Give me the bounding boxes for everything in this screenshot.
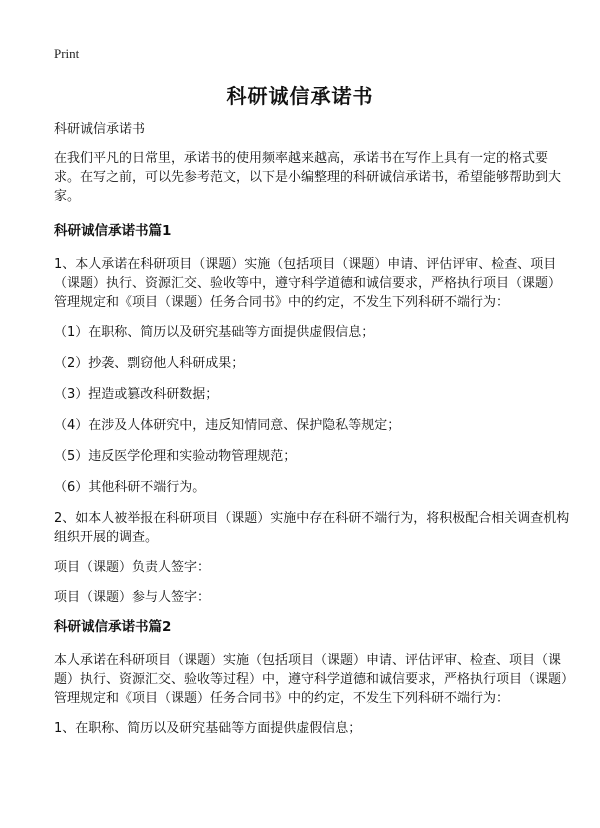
section1-paragraph-1: 1、本人承诺在科研项目（课题）实施（包括项目（课题）申请、评估评审、检查、项目（课题）执行、资源汇交、验收等中，遵守科学道德和诚信要求，严格执行项目（课题）管理规定和《项目（课题）任务合同书》中的约定，不发生下列科研不端行为： (54, 257, 562, 310)
list-item: （6）其他科研不端行为。 (54, 480, 206, 495)
list-item: （2）抄袭、剽窃他人科研成果； (54, 356, 245, 371)
misconduct-list (54, 323, 570, 497)
participant-signature-line: 项目（课题）参与人签字： (54, 590, 211, 605)
section-heading-2: 科研诚信承诺书篇2 (54, 619, 172, 635)
section1-paragraph-2: 2、如本人被举报在科研项目（课题）实施中存在科研不端行为，将积极配合相关调查机构组织开展的调查。 (54, 511, 570, 545)
list-item: （1）在职称、简历以及研究基础等方面提供虚假信息； (54, 325, 375, 340)
intro-paragraph: 在我们平凡的日常里，承诺书的使用频率越来越高，承诺书在写作上具有一定的格式要求。在写之前，可以先参考范文，以下是小编整理的科研诚信承诺书，希望能够帮助到大家。 (54, 151, 562, 204)
page-title: 科研诚信承诺书 (226, 84, 374, 108)
list-item: （3）捏造或篡改科研数据； (54, 387, 219, 402)
list-item: （5）违反医学伦理和实验动物管理规范； (54, 449, 297, 464)
print-link[interactable]: Print (54, 46, 80, 61)
list-item: （4）在涉及人体研究中，违反知情同意、保护隐私等规定； (54, 418, 401, 433)
section2-paragraph-1: 本人承诺在科研项目（课题）实施（包括项目（课题）申请、评估评审、检查、项目（课题）执行、资源汇交、验收等过程）中，遵守科学道德和诚信要求，严格执行项目（课题）管理规定和《项目（课题）任务合同书》中的约定，不发生下列科研不端行为： (54, 653, 568, 706)
leader-signature-line: 项目（课题）负责人签字： (54, 560, 211, 575)
document-body (54, 120, 570, 749)
section2-list-item-1: 1、在职称、简历以及研究基础等方面提供虚假信息； (54, 721, 362, 736)
section-heading-1: 科研诚信承诺书篇1 (54, 223, 172, 239)
subtitle: 科研诚信承诺书 (54, 122, 146, 137)
